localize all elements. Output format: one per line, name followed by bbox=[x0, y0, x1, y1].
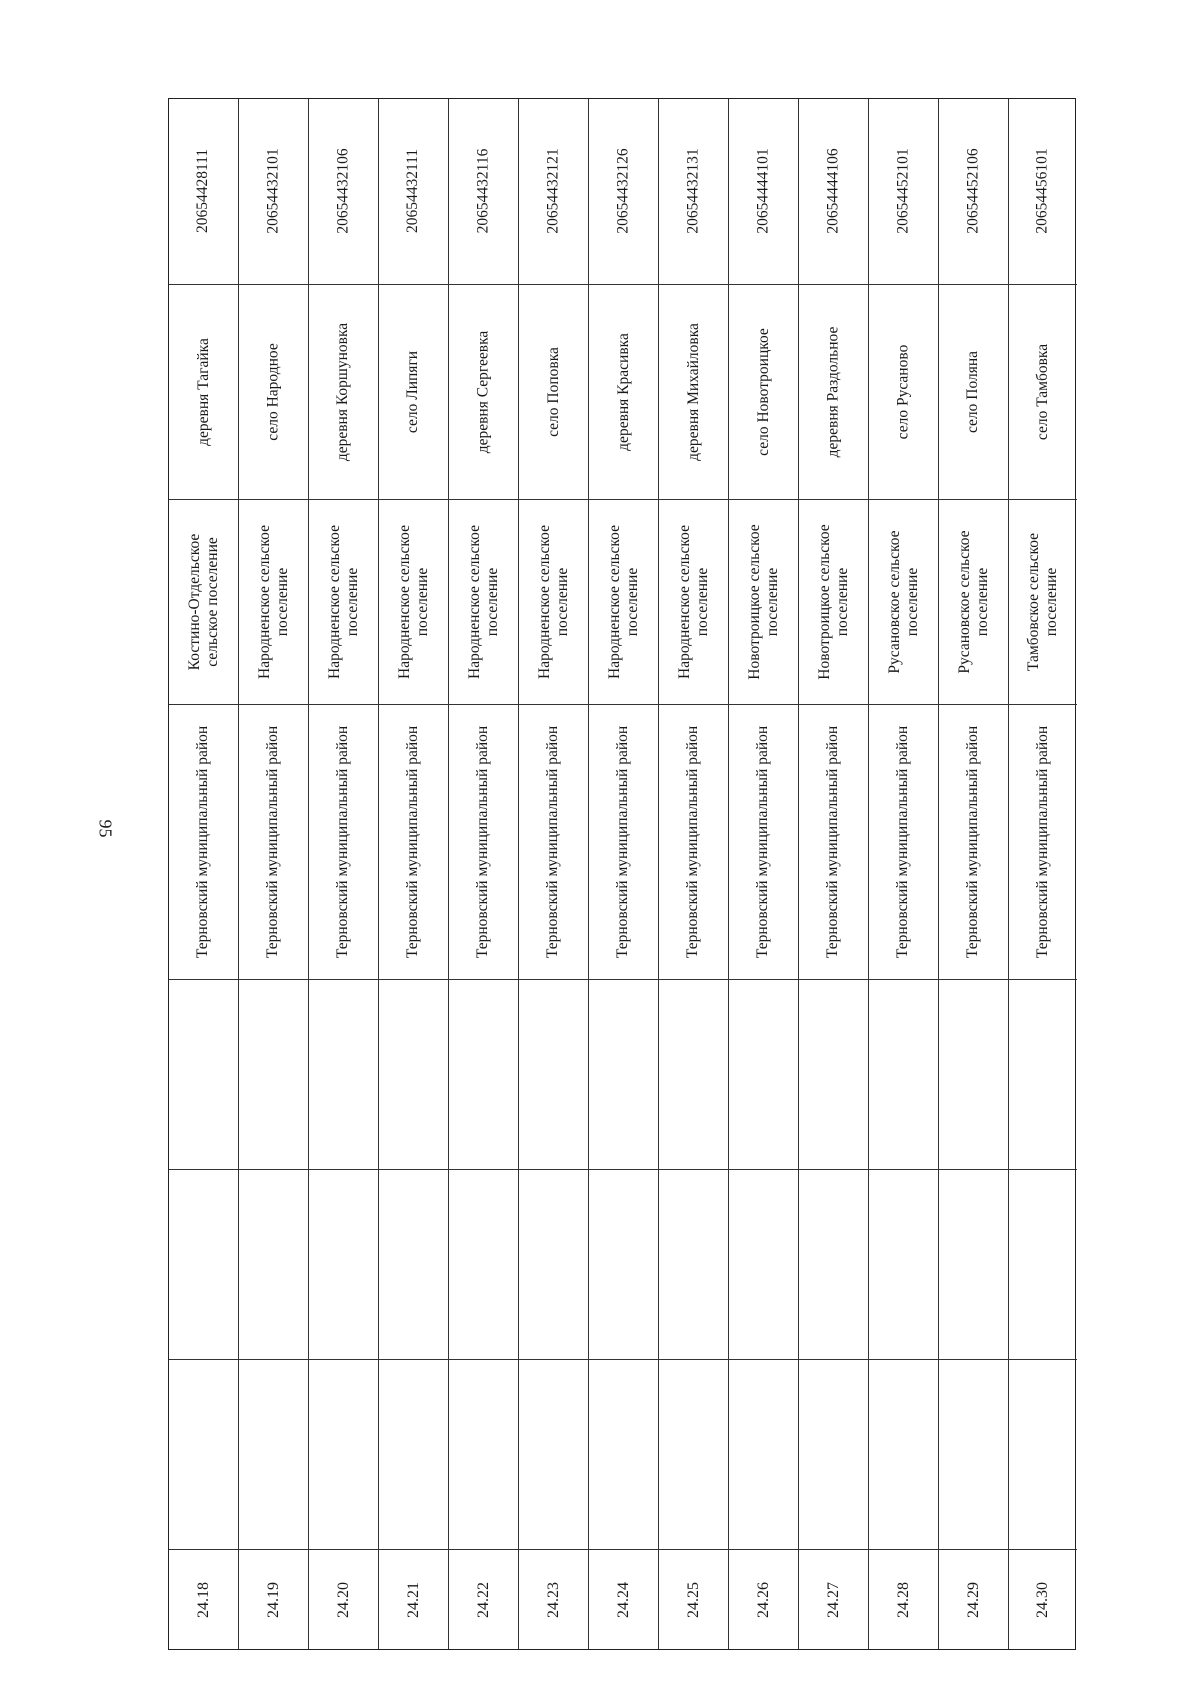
district-cell bbox=[659, 704, 728, 979]
code-cell-text: 20654432126 bbox=[614, 147, 632, 234]
row-number bbox=[169, 1549, 238, 1649]
place-cell bbox=[869, 284, 938, 499]
settlement-cell-text: Народненское сельское поселение bbox=[675, 525, 711, 679]
settlements-table bbox=[168, 98, 1076, 1650]
code-cell-text: 20654444101 bbox=[754, 147, 772, 234]
row-number bbox=[239, 1549, 308, 1649]
district-cell-text: Терновский муниципальный район bbox=[544, 725, 562, 959]
row-number-text: 24.21 bbox=[404, 1581, 422, 1618]
row-number-text: 24.28 bbox=[894, 1581, 912, 1618]
place-cell-text: село Тамбовка bbox=[1034, 343, 1051, 441]
empty-cell bbox=[519, 1169, 588, 1359]
place-cell bbox=[589, 284, 658, 499]
row-number-text: 24.30 bbox=[1034, 1581, 1051, 1618]
row-number bbox=[869, 1549, 938, 1649]
code-cell-text: 20654432131 bbox=[684, 147, 702, 234]
row-number-text: 24.18 bbox=[194, 1581, 212, 1618]
table-row bbox=[239, 99, 309, 1649]
empty-cell bbox=[729, 979, 798, 1169]
settlement-cell bbox=[729, 499, 798, 704]
empty-cell bbox=[239, 979, 308, 1169]
row-number-text: 24.20 bbox=[334, 1581, 352, 1618]
settlement-cell bbox=[869, 499, 938, 704]
district-cell bbox=[449, 704, 518, 979]
empty-cell bbox=[589, 979, 658, 1169]
place-cell bbox=[939, 284, 1008, 499]
code-cell bbox=[449, 97, 518, 284]
code-cell-text: 20654432116 bbox=[474, 148, 492, 233]
page-number: 95 bbox=[95, 819, 116, 838]
district-cell bbox=[309, 704, 378, 979]
code-cell-text: 20654452101 bbox=[894, 147, 912, 234]
settlement-cell bbox=[379, 499, 448, 704]
table-grid bbox=[168, 98, 1076, 1650]
settlement-cell bbox=[799, 499, 868, 704]
district-cell bbox=[239, 704, 308, 979]
code-cell bbox=[379, 97, 448, 284]
row-number bbox=[1009, 1549, 1077, 1649]
empty-cell bbox=[449, 1359, 518, 1549]
empty-cell bbox=[449, 979, 518, 1169]
district-cell bbox=[1009, 704, 1077, 979]
district-cell-text: Терновский муниципальный район bbox=[334, 725, 352, 959]
empty-cell bbox=[589, 1359, 658, 1549]
table-row bbox=[729, 99, 799, 1649]
empty-cell bbox=[239, 1169, 308, 1359]
empty-cell bbox=[169, 1359, 238, 1549]
place-cell bbox=[519, 284, 588, 499]
code-cell-text: 20654452106 bbox=[964, 147, 982, 234]
code-cell bbox=[169, 97, 238, 284]
row-number-text: 24.25 bbox=[684, 1581, 702, 1618]
place-cell-text: село Поляна bbox=[964, 350, 982, 434]
settlement-cell-text: Народненское сельское поселение bbox=[605, 525, 641, 679]
district-cell-text: Терновский муниципальный район bbox=[754, 725, 772, 959]
place-cell-text: деревня Коршуновка bbox=[334, 322, 352, 462]
empty-cell bbox=[239, 1359, 308, 1549]
district-cell bbox=[379, 704, 448, 979]
district-cell-text: Терновский муниципальный район bbox=[194, 725, 212, 959]
row-number bbox=[799, 1549, 868, 1649]
empty-cell bbox=[939, 1359, 1008, 1549]
settlement-cell bbox=[449, 499, 518, 704]
empty-cell bbox=[169, 979, 238, 1169]
place-cell-text: село Русаново bbox=[894, 344, 912, 440]
empty-cell bbox=[519, 1359, 588, 1549]
settlement-cell bbox=[939, 499, 1008, 704]
district-cell bbox=[869, 704, 938, 979]
table-row bbox=[799, 99, 869, 1649]
empty-cell bbox=[1009, 1169, 1077, 1359]
code-cell-text: 20654428111 bbox=[194, 148, 212, 233]
empty-cell bbox=[379, 1359, 448, 1549]
district-cell-text: Терновский муниципальный район bbox=[894, 725, 912, 959]
empty-cell bbox=[659, 1169, 728, 1359]
district-cell bbox=[589, 704, 658, 979]
empty-cell bbox=[869, 979, 938, 1169]
row-number bbox=[589, 1549, 658, 1649]
empty-cell bbox=[309, 979, 378, 1169]
place-cell-text: село Липяги bbox=[404, 350, 422, 434]
code-cell-text: 20654456101 bbox=[1034, 147, 1051, 234]
district-cell-text: Терновский муниципальный район bbox=[474, 725, 492, 959]
empty-cell bbox=[1009, 1359, 1077, 1549]
row-number bbox=[729, 1549, 798, 1649]
place-cell bbox=[799, 284, 868, 499]
place-cell bbox=[1009, 284, 1077, 499]
empty-cell bbox=[939, 979, 1008, 1169]
empty-cell bbox=[729, 1359, 798, 1549]
empty-cell bbox=[589, 1169, 658, 1359]
settlement-cell-text: Народненское сельское поселение bbox=[465, 525, 501, 679]
settlement-cell bbox=[309, 499, 378, 704]
empty-cell bbox=[379, 979, 448, 1169]
district-cell-text: Терновский муниципальный район bbox=[264, 725, 282, 959]
empty-cell bbox=[729, 1169, 798, 1359]
code-cell bbox=[309, 97, 378, 284]
row-number-text: 24.24 bbox=[614, 1581, 632, 1618]
settlement-cell-text: Тамбовское сельское поселение bbox=[1025, 532, 1060, 672]
empty-cell bbox=[309, 1359, 378, 1549]
district-cell bbox=[519, 704, 588, 979]
table-row bbox=[309, 99, 379, 1649]
empty-cell bbox=[659, 1359, 728, 1549]
table-row bbox=[659, 99, 729, 1649]
district-cell-text: Терновский муниципальный район bbox=[1034, 725, 1052, 959]
code-cell bbox=[1009, 97, 1077, 284]
row-number bbox=[939, 1549, 1008, 1649]
empty-cell bbox=[519, 979, 588, 1169]
table-row bbox=[169, 99, 239, 1649]
settlement-cell bbox=[169, 499, 238, 704]
row-number bbox=[519, 1549, 588, 1649]
settlement-cell-text: Русановское сельское поселение bbox=[885, 530, 921, 674]
code-cell bbox=[939, 97, 1008, 284]
place-cell bbox=[239, 284, 308, 499]
row-number-text: 24.27 bbox=[824, 1581, 842, 1618]
district-cell-text: Терновский муниципальный район bbox=[824, 725, 842, 959]
settlement-cell-text: Костино-Отдельское сельское поселение bbox=[185, 533, 221, 671]
settlement-cell bbox=[1009, 499, 1077, 704]
code-cell bbox=[869, 97, 938, 284]
empty-cell bbox=[169, 1169, 238, 1359]
code-cell-text: 20654432111 bbox=[404, 148, 422, 233]
place-cell bbox=[309, 284, 378, 499]
district-cell-text: Терновский муниципальный район bbox=[684, 725, 702, 959]
district-cell bbox=[169, 704, 238, 979]
code-cell bbox=[799, 97, 868, 284]
table-row bbox=[939, 99, 1009, 1649]
place-cell-text: село Народное bbox=[264, 343, 282, 441]
place-cell-text: деревня Красивка bbox=[614, 333, 632, 451]
empty-cell bbox=[869, 1359, 938, 1549]
table-row bbox=[869, 99, 939, 1649]
row-number-text: 24.23 bbox=[544, 1581, 562, 1618]
empty-cell bbox=[309, 1169, 378, 1359]
settlement-cell-text: Русановское сельское поселение bbox=[955, 530, 991, 674]
row-number bbox=[309, 1549, 378, 1649]
table-row bbox=[379, 99, 449, 1649]
place-cell bbox=[729, 284, 798, 499]
district-cell bbox=[729, 704, 798, 979]
code-cell bbox=[519, 97, 588, 284]
row-number-text: 24.19 bbox=[264, 1581, 282, 1618]
code-cell-text: 20654432101 bbox=[264, 147, 282, 234]
settlement-cell-text: Народненское сельское поселение bbox=[325, 525, 361, 679]
district-cell-text: Терновский муниципальный район bbox=[964, 725, 982, 959]
settlement-cell-text: Новотроицкое сельское поселение bbox=[815, 524, 851, 680]
place-cell-text: деревня Тагайка bbox=[194, 338, 212, 446]
table-row bbox=[589, 99, 659, 1649]
district-cell-text: Терновский муниципальный район bbox=[404, 725, 422, 959]
settlement-cell-text: Новотроицкое сельское поселение bbox=[745, 524, 781, 680]
district-cell bbox=[799, 704, 868, 979]
place-cell-text: село Новотроицкое bbox=[754, 328, 772, 456]
empty-cell bbox=[379, 1169, 448, 1359]
row-number-text: 24.22 bbox=[474, 1581, 492, 1618]
empty-cell bbox=[869, 1169, 938, 1359]
table-row bbox=[449, 99, 519, 1649]
place-cell bbox=[379, 284, 448, 499]
district-cell-text: Терновский муниципальный район bbox=[614, 725, 632, 959]
code-cell bbox=[239, 97, 308, 284]
settlement-cell-text: Народненское сельское поселение bbox=[395, 525, 431, 679]
settlement-cell bbox=[659, 499, 728, 704]
row-number-text: 24.29 bbox=[964, 1581, 982, 1618]
settlement-cell bbox=[589, 499, 658, 704]
place-cell bbox=[169, 284, 238, 499]
code-cell-text: 20654432106 bbox=[334, 147, 352, 234]
code-cell bbox=[589, 97, 658, 284]
empty-cell bbox=[939, 1169, 1008, 1359]
table-row bbox=[519, 99, 589, 1649]
row-number bbox=[659, 1549, 728, 1649]
empty-cell bbox=[799, 1169, 868, 1359]
settlement-cell-text: Народненское сельское поселение bbox=[255, 525, 291, 679]
place-cell-text: деревня Раздольное bbox=[824, 326, 842, 458]
place-cell bbox=[659, 284, 728, 499]
empty-cell bbox=[799, 979, 868, 1169]
table-row bbox=[1009, 99, 1077, 1649]
place-cell-text: деревня Сергеевка bbox=[474, 330, 492, 454]
empty-cell bbox=[449, 1169, 518, 1359]
place-cell-text: село Поповка bbox=[544, 347, 562, 437]
place-cell-text: деревня Михайловка bbox=[684, 323, 702, 461]
row-number-text: 24.26 bbox=[754, 1581, 772, 1618]
code-cell-text: 20654444106 bbox=[824, 147, 842, 234]
settlement-cell-text: Народненское сельское поселение bbox=[535, 525, 571, 679]
empty-cell bbox=[1009, 979, 1077, 1169]
empty-cell bbox=[659, 979, 728, 1169]
district-cell bbox=[939, 704, 1008, 979]
code-cell bbox=[659, 97, 728, 284]
row-number bbox=[379, 1549, 448, 1649]
settlement-cell bbox=[519, 499, 588, 704]
place-cell bbox=[449, 284, 518, 499]
empty-cell bbox=[799, 1359, 868, 1549]
code-cell bbox=[729, 97, 798, 284]
row-number bbox=[449, 1549, 518, 1649]
code-cell-text: 20654432121 bbox=[544, 147, 562, 234]
settlement-cell bbox=[239, 499, 308, 704]
